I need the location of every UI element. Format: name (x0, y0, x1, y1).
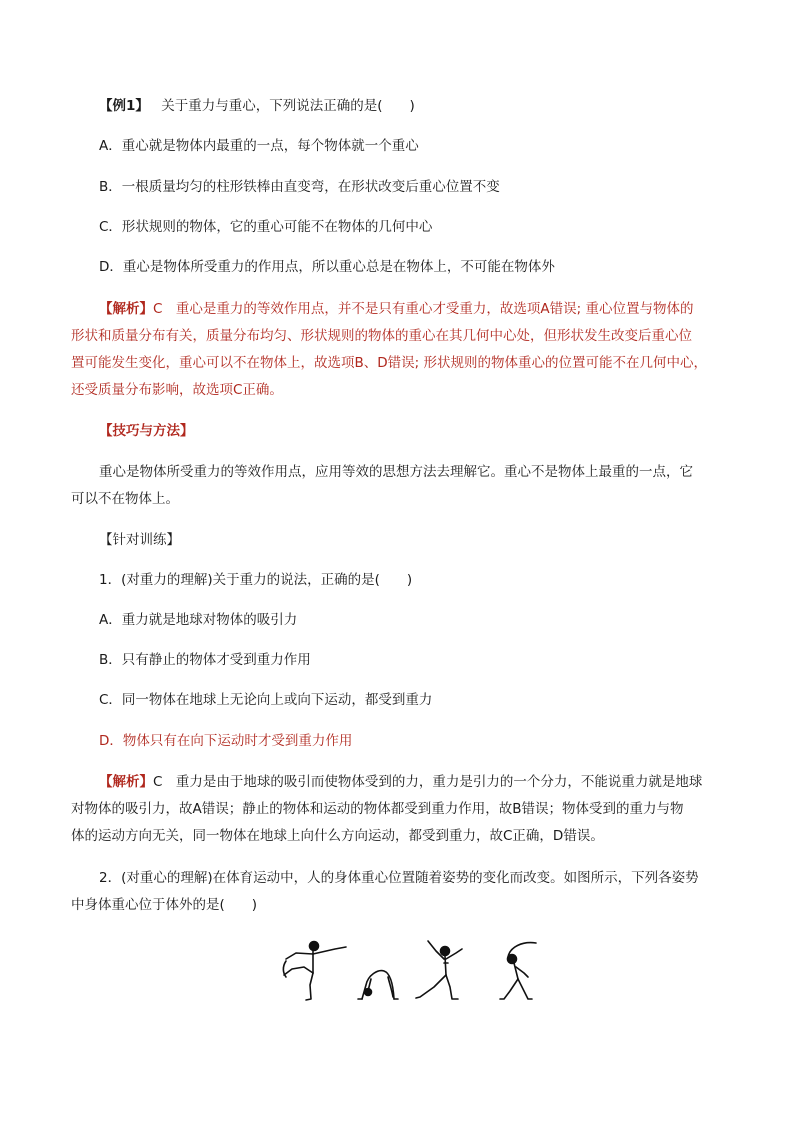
analysis-line: 置可能发生变化，重心可以不在物体上，故选项B、D错误; 形状规则的物体重心的位置可能不在几何中心， (71, 355, 707, 371)
analysis-tag: 【解析】 (99, 774, 153, 790)
tips-line: 重心是物体所受重力的等效作用点，应用等效的思想方法去理解它。重心不是物体上最重的一点，它 (99, 464, 693, 480)
option-b: B．一根质量均匀的柱形铁棒由直变弯，在形状改变后重心位置不变 (99, 179, 500, 195)
option-c: C．形状规则的物体，它的重心可能不在物体的几何中心 (99, 219, 433, 235)
poses-figure (280, 937, 550, 1003)
tips-heading: 【技巧与方法】 (99, 423, 194, 439)
q2-question-line: 中身体重心位于体外的是( ) (71, 897, 258, 913)
q1-option-c: C．同一物体在地球上无论向上或向下运动，都受到重力 (99, 692, 433, 708)
example-tag: 【例1】 (99, 98, 149, 114)
tips-line: 可以不在物体上。 (71, 491, 179, 507)
analysis-text: C 重心是重力的等效作用点，并不是只有重心才受重力，故选项A错误; 重心位置与物体的 (153, 301, 694, 317)
example1-heading (99, 96, 415, 116)
q1-analysis-line: 对物体的吸引力，故A错误；静止的物体和运动的物体都受到重力作用，故B错误；物体受到的重力与物 (71, 801, 684, 817)
analysis-line: 形状和质量分布有关，质量分布均匀、形状规则的物体的重心在其几何中心处，但形状发生改变后重心位 (71, 328, 692, 344)
analysis-tag: 【解析】 (99, 301, 153, 317)
analysis-line (99, 299, 694, 319)
lunge-arms-raised-pose-icon (416, 941, 462, 999)
q1-question: 1．(对重力的理解)关于重力的说法，正确的是( ) (99, 572, 413, 588)
standing-balance-pose-icon (283, 942, 346, 1001)
back-bridge-pose-icon (358, 971, 398, 999)
q1-option-d: D．物体只有在向下运动时才受到重力作用 (99, 733, 353, 749)
q2-question-line: 2．(对重心的理解)在体育运动中，人的身体重心位置随着姿势的变化而改变。如图所示，下列各姿势 (99, 870, 699, 886)
q1-option-a: A．重力就是地球对物体的吸引力 (99, 612, 298, 628)
example-question: 关于重力与重心，下列说法正确的是( ) (161, 98, 415, 114)
training-heading: 【针对训练】 (99, 532, 180, 548)
analysis-text: C 重力是由于地球的吸引而使物体受到的力，重力是引力的一个分力，不能说重力就是地球 (153, 774, 703, 790)
q1-analysis-line (99, 772, 702, 792)
q1-analysis-line: 体的运动方向无关，同一物体在地球上向什么方向运动，都受到重力，故C正确，D错误。 (71, 828, 604, 844)
analysis-line: 还受质量分布影响，故选项C正确。 (71, 382, 283, 398)
q1-option-b: B．只有静止的物体才受到重力作用 (99, 652, 311, 668)
side-bend-pose-icon (500, 943, 536, 999)
option-a: A．重心就是物体内最重的一点，每个物体就一个重心 (99, 138, 419, 154)
option-d: D．重心是物体所受重力的作用点，所以重心总是在物体上，不可能在物体外 (99, 259, 555, 275)
